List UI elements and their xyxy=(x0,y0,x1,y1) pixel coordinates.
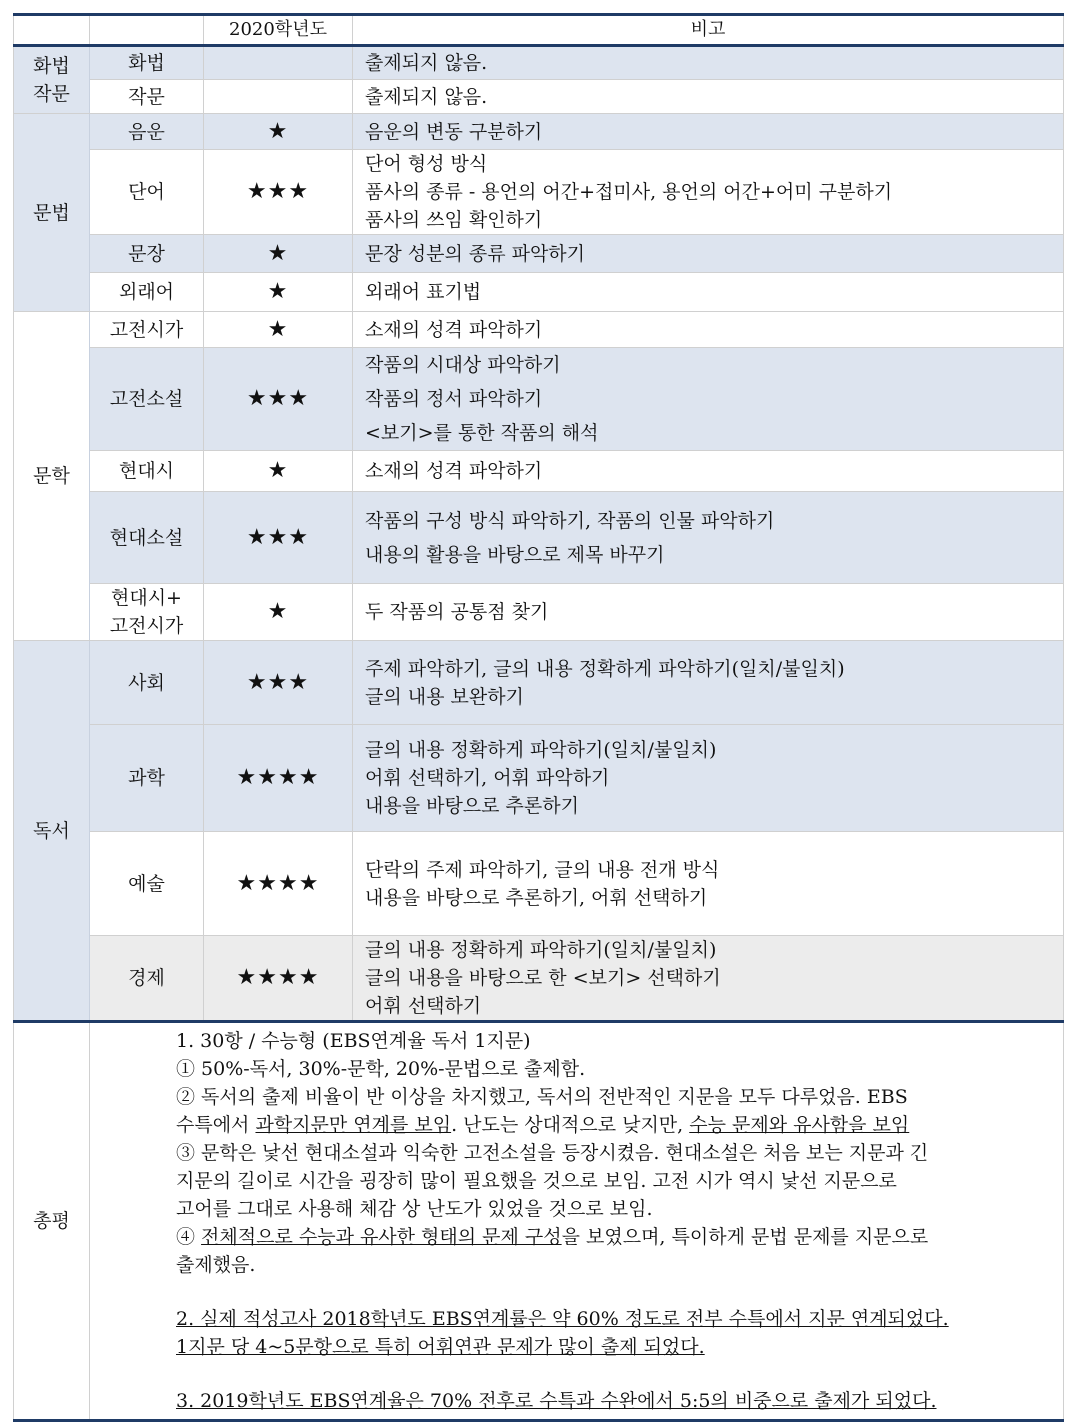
summary-body xyxy=(90,1022,1064,1421)
header-category xyxy=(14,15,90,46)
table-row xyxy=(14,80,1064,114)
summary-line: 1. 30항 / 수능형 (EBS연계율 독서 1지문) xyxy=(176,1030,531,1052)
star-rating: ★ xyxy=(204,584,353,641)
table-row xyxy=(14,46,1064,80)
subject-cell: 음운 xyxy=(90,114,204,150)
note-cell xyxy=(353,584,1064,641)
star-rating: ★★★ xyxy=(204,492,353,584)
table-row xyxy=(14,273,1064,312)
subject-cell xyxy=(90,584,204,641)
summary-line: ③ 문학은 낯선 현대소설과 익숙한 고전소설을 등장시켰음. 현대소설은 처음 보는 지문과 긴 xyxy=(176,1142,929,1164)
category-line: 화법 작문 xyxy=(33,55,70,105)
category-cell: 문법 xyxy=(14,114,90,312)
star-rating xyxy=(204,80,353,114)
note-line: 출제되지 않음. xyxy=(365,52,488,74)
summary-underline: 과학지문만 연계를 보임 xyxy=(255,1114,452,1136)
summary-line: 출제했음. xyxy=(176,1254,256,1276)
note-line: 작품의 정서 파악하기 xyxy=(365,388,543,410)
header-subject xyxy=(90,15,204,46)
subject-cell: 문장 xyxy=(90,235,204,273)
table-row xyxy=(14,235,1064,273)
note-line: 외래어 표기법 xyxy=(365,281,482,303)
subject-cell: 고전시가 xyxy=(90,312,204,348)
note-line: 글의 내용 정확하게 파악하기(일치/불일치) xyxy=(365,739,717,761)
note-line: <보기>를 통한 작품의 해석 xyxy=(365,422,599,444)
summary-line: ② 독서의 출제 비율이 반 이상을 차지했고, 독서의 전반적인 지문을 모두 다루었음. EBS xyxy=(176,1086,908,1108)
star-rating: ★★★ xyxy=(204,348,353,451)
table-header-row xyxy=(14,15,1064,46)
note-line: 어휘 선택하기, 어휘 파악하기 xyxy=(365,767,610,789)
summary-line xyxy=(176,1111,1053,1139)
note-line: 품사의 쓰임 확인하기 xyxy=(365,209,543,231)
note-line: 글의 내용을 바탕으로 한 <보기> 선택하기 xyxy=(365,967,721,989)
note-cell xyxy=(353,832,1064,936)
subject-cell: 화법 xyxy=(90,46,204,80)
summary-text: ④ xyxy=(176,1226,202,1248)
note-cell xyxy=(353,273,1064,312)
spacer xyxy=(176,1361,1053,1387)
table-row xyxy=(14,725,1064,832)
summary-underline: 전체적으로 수능과 유사한 형태의 문제 구성 xyxy=(201,1226,562,1248)
star-rating: ★★★ xyxy=(204,150,353,235)
summary-line: 2. 실제 적성고사 2018학년도 EBS연계률은 약 60% 정도로 전부 수특에서 지문 연계되었다. xyxy=(176,1308,949,1330)
note-line: 품사의 종류 - 용언의 어간+접미사, 용언의 어간+어미 구분하기 xyxy=(365,181,893,203)
note-line: 글의 내용 정확하게 파악하기(일치/불일치) xyxy=(365,939,717,961)
summary-text: 을 보였으며, 특이하게 문법 문제를 지문으로 xyxy=(561,1226,929,1248)
subject-cell: 고전소설 xyxy=(90,348,204,451)
note-line: 어휘 선택하기 xyxy=(365,995,482,1017)
table-row xyxy=(14,312,1064,348)
subject-cell: 작문 xyxy=(90,80,204,114)
note-line: 내용을 바탕으로 추론하기, 어휘 선택하기 xyxy=(365,886,708,909)
star-rating: ★ xyxy=(204,235,353,273)
subject-cell: 과학 xyxy=(90,725,204,832)
note-line: 내용을 바탕으로 추론하기 xyxy=(365,795,579,817)
note-line: 주제 파악하기, 글의 내용 정확하게 파악하기(일치/불일치) xyxy=(365,657,845,680)
note-line: 글의 내용 보완하기 xyxy=(365,685,524,708)
summary-row xyxy=(14,1022,1064,1421)
subject-cell: 현대소설 xyxy=(90,492,204,584)
subject-cell: 경제 xyxy=(90,936,204,1022)
note-line: 내용의 활용을 바탕으로 제목 바꾸기 xyxy=(365,543,665,566)
category-cell: 문학 xyxy=(14,312,90,641)
summary-line: 고어를 그대로 사용해 체감 상 난도가 있었을 것으로 보임. xyxy=(176,1198,653,1220)
star-rating: ★★★★ xyxy=(204,725,353,832)
note-cell xyxy=(353,725,1064,832)
note-cell xyxy=(353,641,1064,725)
category-cell xyxy=(14,46,90,114)
note-cell xyxy=(353,80,1064,114)
note-cell xyxy=(353,348,1064,451)
table-row xyxy=(14,451,1064,492)
table-row xyxy=(14,936,1064,1022)
note-line: 소재의 성격 파악하기 xyxy=(365,318,543,341)
table-row xyxy=(14,492,1064,584)
summary-line xyxy=(176,1223,1053,1251)
note-line: 단어 형성 방식 xyxy=(365,153,488,175)
summary-text: . 난도는 상대적으로 낮지만, xyxy=(451,1114,690,1136)
summary-text: 수특에서 xyxy=(176,1114,256,1136)
table-row xyxy=(14,584,1064,641)
subject-cell: 단어 xyxy=(90,150,204,235)
table-row xyxy=(14,641,1064,725)
note-cell xyxy=(353,492,1064,584)
subject-cell: 외래어 xyxy=(90,273,204,312)
note-cell xyxy=(353,312,1064,348)
note-cell xyxy=(353,150,1064,235)
note-line: 단락의 주제 파악하기, 글의 내용 전개 방식 xyxy=(365,858,720,881)
summary-underline: 수능 문제와 유사함을 보임 xyxy=(689,1114,910,1136)
note-cell xyxy=(353,114,1064,150)
exam-analysis-table xyxy=(13,13,1064,1422)
star-rating xyxy=(204,46,353,80)
note-line: 작품의 구성 방식 파악하기, 작품의 인물 파악하기 xyxy=(365,509,775,532)
table-row xyxy=(14,832,1064,936)
summary-line: 지문의 길이로 시간을 굉장히 많이 필요했을 것으로 보임. 고전 시가 역시 낯선 지문으로 xyxy=(176,1170,897,1192)
note-line: 문장 성분의 종류 파악하기 xyxy=(365,242,586,265)
note-line: 출제되지 않음. xyxy=(365,85,488,108)
star-rating: ★ xyxy=(204,312,353,348)
header-year: 2020학년도 xyxy=(204,15,353,46)
summary-line: ① 50%-독서, 30%-문학, 20%-문법으로 출제함. xyxy=(176,1058,586,1080)
table-row xyxy=(14,114,1064,150)
note-line: 음운의 변동 구분하기 xyxy=(365,120,543,143)
summary-label: 총평 xyxy=(14,1022,90,1421)
spacer xyxy=(176,1279,1053,1305)
note-cell xyxy=(353,235,1064,273)
summary-line: 3. 2019학년도 EBS연계율은 70% 전후로 수특과 수완에서 5:5의 비중으로 출제가 되었다. xyxy=(176,1390,937,1412)
category-cell: 독서 xyxy=(14,641,90,1022)
star-rating: ★ xyxy=(204,451,353,492)
star-rating: ★★★★ xyxy=(204,832,353,936)
subject-cell: 사회 xyxy=(90,641,204,725)
note-cell xyxy=(353,936,1064,1022)
star-rating: ★ xyxy=(204,273,353,312)
note-line: 작품의 시대상 파악하기 xyxy=(365,354,561,376)
table-row xyxy=(14,348,1064,451)
subject-multiline: 현대시+ 고전시가 xyxy=(109,587,184,637)
note-line: 소재의 성격 파악하기 xyxy=(365,460,543,482)
star-rating: ★★★ xyxy=(204,641,353,725)
table-row xyxy=(14,150,1064,235)
note-cell xyxy=(353,46,1064,80)
note-line: 두 작품의 공통점 찾기 xyxy=(365,601,549,623)
header-notes: 비고 xyxy=(353,15,1064,46)
note-cell xyxy=(353,451,1064,492)
summary-line: 1지문 당 4~5문항으로 특히 어휘연관 문제가 많이 출제 되었다. xyxy=(176,1336,705,1358)
star-rating: ★★★★ xyxy=(204,936,353,1022)
subject-cell: 현대시 xyxy=(90,451,204,492)
subject-cell: 예술 xyxy=(90,832,204,936)
star-rating: ★ xyxy=(204,114,353,150)
